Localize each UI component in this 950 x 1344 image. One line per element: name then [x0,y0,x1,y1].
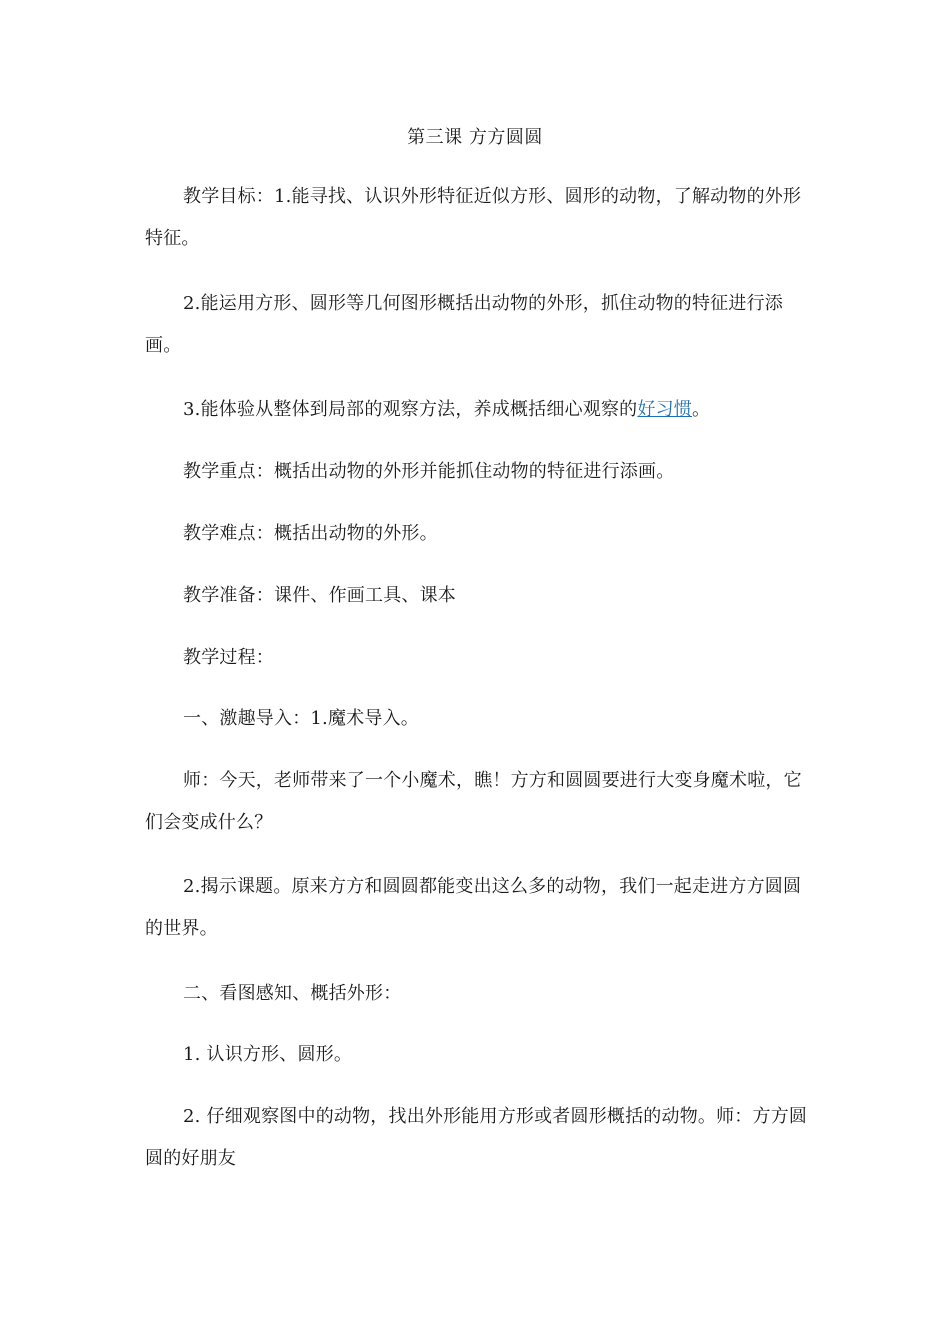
section-2-heading: 二、看图感知、概括外形： [183,983,402,1004]
teacher-dialogue: 师：今天，老师带来了一个小魔术，瞧！方方和圆圆要进行大变身魔术啦，它们会变成什么？ [145,770,802,833]
objective-3-end: 。 [691,399,711,420]
lesson-title: 第三课 方方圆圆 [407,127,543,148]
section-1-heading: 一、激趣导入：1.魔术导入。 [183,708,419,729]
teaching-process: 教学过程： [183,647,274,668]
teaching-difficulty: 教学难点：概括出动物的外形。 [183,523,438,544]
teaching-preparation: 教学准备：课件、作画工具、课本 [183,585,456,606]
objective-3-text: 3.能体验从整体到局部的观察方法，养成概括细心观察的 [183,399,638,420]
objective-1: 教学目标：1.能寻找、认识外形特征近似方形、圆形的动物，了解动物的外形特征。 [145,186,802,249]
objective-3 [145,389,810,431]
step-2: 2. 仔细观察图中的动物，找出外形能用方形或者圆形概括的动物。师：方方圆圆的好朋友 [145,1106,808,1169]
good-habit-link[interactable]: 好习惯 [637,399,692,420]
objective-2: 2.能运用方形、圆形等几何图形概括出动物的外形，抓住动物的特征进行添画。 [145,293,783,356]
reveal-topic: 2.揭示课题。原来方方和圆圆都能变出这么多的动物，我们一起走进方方圆圆的世界。 [145,876,802,939]
teaching-focus: 教学重点：概括出动物的外形并能抓住动物的特征进行添画。 [183,461,675,482]
step-1: 1. 认识方形、圆形。 [183,1044,353,1065]
